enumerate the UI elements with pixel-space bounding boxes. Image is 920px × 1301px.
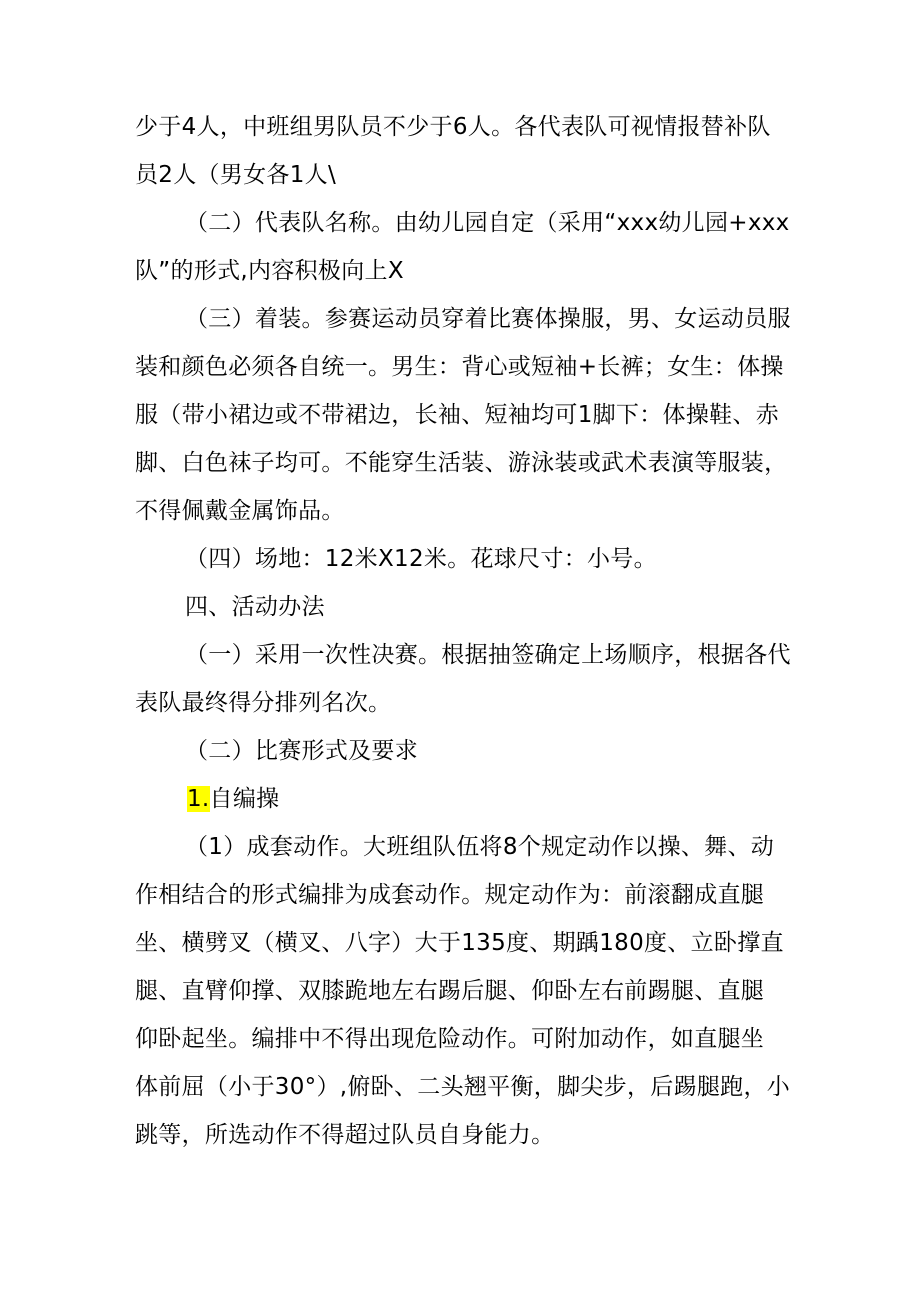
paragraph-line: （二）代表队名称。由幼儿园自定（采用“xxx幼儿园+xxx	[185, 210, 790, 236]
item-label: 自编操	[209, 786, 280, 812]
paragraph-line: 员2人（男女各1人\	[135, 162, 337, 188]
document-body	[135, 103, 795, 1159]
highlighted-number: 1.	[187, 786, 210, 812]
paragraph-line: 脚、白色袜子均可。不能穿生活装、游泳装或武术表演等服装，	[135, 450, 788, 476]
paragraph-line: （四）场地：12米X12米。花球尺寸：小号。	[185, 546, 657, 572]
paragraph-line: 不得佩戴金属饰品。	[135, 498, 345, 524]
paragraph-line: （1）成套动作。大班组队伍将8个规定动作以操、舞、动	[185, 834, 775, 860]
paragraph-line: 服（带小裙边或不带裙边，长袖、短袖均可1脚下：体操鞋、赤	[135, 402, 780, 428]
paragraph-line: 体前屈（小于30°）,俯卧、二头翘平衡，脚尖步，后踢腿跑，小	[135, 1074, 791, 1100]
paragraph-line: 作相结合的形式编排为成套动作。规定动作为：前滚翻成直腿	[135, 882, 765, 908]
paragraph-line: 跳等，所选动作不得超过队员自身能力。	[135, 1122, 555, 1148]
numbered-item-heading	[135, 775, 795, 823]
paragraph-line: （一）采用一次性决赛。根据抽签确定上场顺序，根据各代	[185, 642, 791, 668]
paragraph-line: 仰卧起坐。编排中不得出现危险动作。可附加动作，如直腿坐	[135, 1026, 765, 1052]
paragraph-line: 少于4人，中班组男队员不少于6人。各代表队可视情报替补队	[135, 114, 771, 140]
paragraph-line: 表队最终得分排列名次。	[135, 690, 392, 716]
paragraph-line: 腿、直臂仰撑、双膝跪地左右踢后腿、仰卧左右前踢腿、直腿	[135, 978, 765, 1004]
paragraph-line: 装和颜色必须各自统一。男生：背心或短袖+长裤；女生：体操	[135, 354, 784, 380]
paragraph-line: 队”的形式,内容积极向上X	[135, 258, 404, 284]
subsection-heading: （二）比赛形式及要求	[185, 738, 418, 764]
paragraph-line: （三）着装。参赛运动员穿着比赛体操服，男、女运动员服	[185, 306, 791, 332]
paragraph-line: 坐、横劈叉（横叉、八字）大于135度、期踽180度、立卧撑直	[135, 930, 784, 956]
section-heading: 四、活动办法	[185, 594, 325, 620]
